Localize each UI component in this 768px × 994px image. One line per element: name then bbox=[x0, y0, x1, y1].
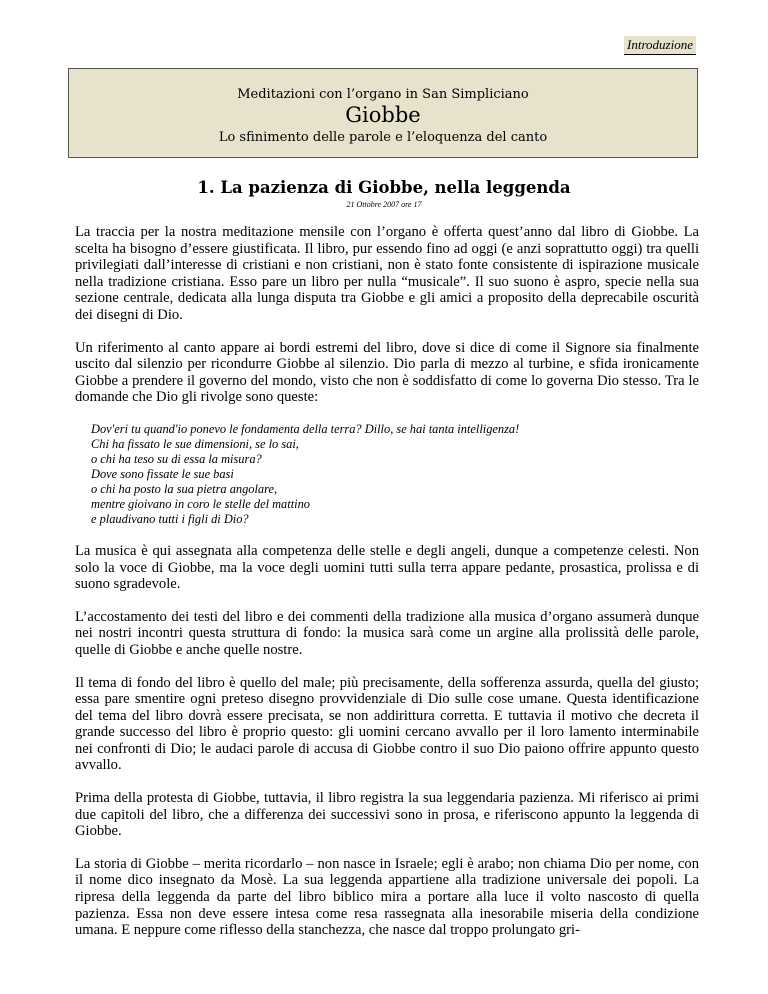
chapter-heading bbox=[0, 178, 768, 209]
paragraph: L’accostamento dei testi del libro e dei commenti della tradizione alla musica d’organo assumerà dunque nei nostri incontri questa struttura di fondo: la musica sarà come un argine alla prolissità delle parole, quelle di Giobbe e anche quelle nostre. bbox=[75, 608, 699, 658]
quote-line: Dove sono fissate le sue basi bbox=[91, 466, 234, 481]
quote-line: o chi ha teso su di essa la misura? bbox=[91, 451, 262, 466]
series-subtitle: Lo sfinimento delle parole e l’eloquenza del canto bbox=[218, 130, 548, 145]
quote-line: Chi ha fissato le sue dimensioni, se lo sai, bbox=[91, 436, 299, 451]
quote-line: mentre gioivano in coro le stelle del mattino bbox=[91, 496, 310, 511]
series-title: Giobbe bbox=[345, 103, 421, 127]
paragraph: La musica è qui assegnata alla competenza delle stelle e degli angeli, dunque a competenze celesti. Non solo la voce di Giobbe, ma la voce degli uomini tutti sulla terra appare pedante, prosastica, prolissa e di suono sgradevole. bbox=[75, 542, 699, 593]
scripture-quote bbox=[91, 422, 699, 527]
header-box bbox=[68, 68, 698, 158]
paragraph: Il tema di fondo del libro è quello del male; più precisamente, della sofferenza assurda, quella del giusto; essa pare smentire ogni preteso disegno provvidenziale di Dio sulle cose umane. Questa identificazione del tema del libro dovrà essere precisata, se non addirittura corretta. E tuttavia il motivo che decreta il grande successo del libro è proprio questo: gli uomini cercano avvallo per il loro lamento interminabile nei confronti di Dio; le audaci parole di accusa di Giobbe contro il suo Dio paiono offrire appunto questo avvallo. bbox=[75, 674, 699, 774]
chapter-date: 21 Ottobre 2007 ore 17 bbox=[346, 200, 422, 209]
chapter-title: 1. La pazienza di Giobbe, nella leggenda bbox=[197, 178, 571, 197]
series-pretitle: Meditazioni con l’organo in San Simpliciano bbox=[237, 87, 529, 102]
quote-line: e plaudivano tutti i figli di Dio? bbox=[91, 511, 249, 526]
section-tag: Introduzione bbox=[624, 36, 696, 55]
body-text bbox=[75, 224, 699, 955]
quote-line: o chi ha posto la sua pietra angolare, bbox=[91, 481, 278, 496]
paragraph: La traccia per la nostra meditazione mensile con l’organo è offerta quest’anno dal libro di Giobbe. La scelta ha bisogno d’essere giustificata. Il libro, pur essendo fino ad oggi (e anzi soprattutto oggi) tra quelli privilegiati dall’interesse di cristiani e non cristiani, non è stato fonte consistente di ispirazione musicale nella tradizione cristiana. Esso pare un libro per nulla “musicale”. Il suo suono è aspro, specie nella sua sezione centrale, dedicata alla lunga disputa tra Giobbe e gli amici a proposito della deprecabile oscurità dei disegni di Dio. bbox=[75, 224, 699, 323]
paragraph: Prima della protesta di Giobbe, tuttavia, il libro registra la sua leggendaria pazienza. Mi riferisco ai primi due capitoli del libro, che a differenza dei successivi sono in prosa, e riferiscono appunto la leggenda di Giobbe. bbox=[75, 790, 699, 840]
paragraph: Un riferimento al canto appare ai bordi estremi del libro, dove si dice di come il Signore sia finalmente uscito dal silenzio per ricondurre Giobbe al silenzio. Dio parla di mezzo al turbine, e sfida ironicamente Giobbe a prendere il governo del mondo, visto che non è soddisfatto di come lo governa Dio stesso. Tra le domande che Dio gli rivolge sono queste: bbox=[75, 339, 699, 406]
paragraph: La storia di Giobbe – merita ricordarlo – non nasce in Israele; egli è arabo; non chiama Dio per nome, con il nome dico insegnato da Mosè. La sua leggenda appartiene alla tradizione universale dei popoli. La ripresa della leggenda da parte del libro biblico mira a portare alla luce il volto nascosto di quella pazienza. Essa non deve essere intesa come resa rassegnata alla inesorabile miseria della condizione umana. E neppure come riflesso della stanchezza, che nasce dal troppo prolungato gri- bbox=[75, 855, 699, 939]
quote-line: Dov'eri tu quand'io ponevo le fondamenta della terra? Dillo, se hai tanta intelligenza! bbox=[91, 421, 520, 436]
